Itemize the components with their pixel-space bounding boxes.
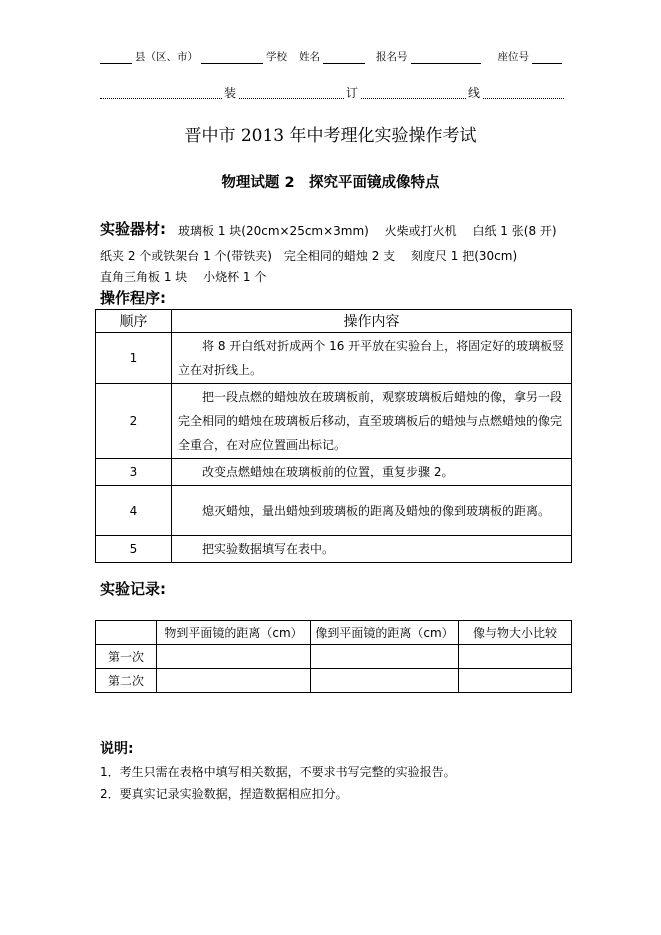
county-field[interactable] [100, 51, 132, 64]
record-row-first [96, 645, 572, 669]
county-label: 县（区、市） [135, 51, 198, 63]
seat-number-label: 座位号 [497, 51, 529, 63]
equipment-line-2: 纸夹 2 个或铁架台 1 个(带铁夹) 完全相同的蜡烛 2 支 刻度尺 1 把(30cm) [100, 249, 518, 263]
name-label: 姓名 [299, 51, 320, 63]
size-compare-header: 像与物大小比较 [459, 621, 572, 645]
content-column-header: 操作内容 [172, 310, 572, 333]
step-number: 4 [96, 486, 172, 536]
procedure-row [96, 486, 572, 536]
step-number: 1 [96, 333, 172, 384]
procedure-row [96, 333, 572, 384]
reg-number-field[interactable] [411, 51, 481, 64]
step-text: 把实验数据填写在表中。 [172, 536, 572, 563]
record-row-second [96, 669, 572, 693]
question-subtitle: 物理试题 2 探究平面镜成像特点 [221, 175, 440, 191]
school-label: 学校 [266, 51, 287, 63]
order-column-header: 顺序 [96, 310, 172, 333]
name-field[interactable] [323, 51, 365, 64]
equipment-heading-text: 实验器材: [100, 220, 166, 238]
size-compare-input-cell[interactable] [459, 669, 572, 693]
school-field[interactable] [201, 51, 263, 64]
seat-number-field[interactable] [532, 51, 562, 64]
object-distance-input-cell[interactable] [157, 669, 311, 693]
object-distance-header: 物到平面镜的距离（cm） [157, 621, 311, 645]
record-corner-cell [96, 621, 157, 645]
note-item-2: 2．要真实记录实验数据，捏造数据相应扣分。 [100, 787, 348, 801]
equipment-line-3: 直角三角板 1 块 小烧杯 1 个 [100, 270, 267, 284]
binding-char-zhuang: 装 [224, 86, 237, 100]
binding-char-ding: 订 [346, 86, 359, 100]
image-distance-input-cell[interactable] [311, 645, 459, 669]
exam-info-header [100, 44, 562, 64]
note-item-1: 1．考生只需在表格中填写相关数据，不要求书写完整的实验报告。 [100, 765, 456, 779]
procedure-header-row [96, 310, 572, 333]
step-number: 5 [96, 536, 172, 563]
procedure-table [95, 309, 572, 563]
exam-title: 晋中市 2013 年中考理化实验操作考试 [184, 126, 477, 146]
procedure-heading: 操作程序: [100, 289, 166, 307]
trial-label: 第一次 [96, 645, 157, 669]
record-heading: 实验记录: [100, 580, 166, 598]
dotted-divider [100, 98, 564, 99]
image-distance-input-cell[interactable] [311, 669, 459, 693]
step-text: 将 8 开白纸对折成两个 16 开平放在实验台上，将固定好的玻璃板竖立在对折线上。 [172, 333, 572, 384]
procedure-row [96, 384, 572, 459]
record-header-row [96, 621, 572, 645]
record-table [95, 620, 572, 693]
binding-char-xian: 线 [468, 86, 481, 100]
binding-line [100, 84, 564, 100]
equipment-heading [100, 218, 166, 239]
step-text: 改变点燃蜡烛在玻璃板前的位置，重复步骤 2。 [172, 459, 572, 486]
procedure-row [96, 459, 572, 486]
step-text: 熄灭蜡烛，量出蜡烛到玻璃板的距离及蜡烛的像到玻璃板的距离。 [172, 486, 572, 536]
reg-number-label: 报名号 [376, 51, 408, 63]
procedure-row [96, 536, 572, 563]
notes-heading: 说明: [100, 741, 134, 757]
equipment-line-1: 玻璃板 1 块(20cm×25cm×3mm) 火柴或打火机 白纸 1 张(8 开) [178, 224, 557, 238]
trial-label: 第二次 [96, 669, 157, 693]
step-number: 3 [96, 459, 172, 486]
object-distance-input-cell[interactable] [157, 645, 311, 669]
step-number: 2 [96, 384, 172, 459]
step-text: 把一段点燃的蜡烛放在玻璃板前，观察玻璃板后蜡烛的像，拿另一段完全相同的蜡烛在玻璃板后移动，直至玻璃板后的蜡烛与点燃蜡烛的像完全重合，在对应位置画出标记。 [172, 384, 572, 459]
size-compare-input-cell[interactable] [459, 645, 572, 669]
image-distance-header: 像到平面镜的距离（cm） [311, 621, 459, 645]
